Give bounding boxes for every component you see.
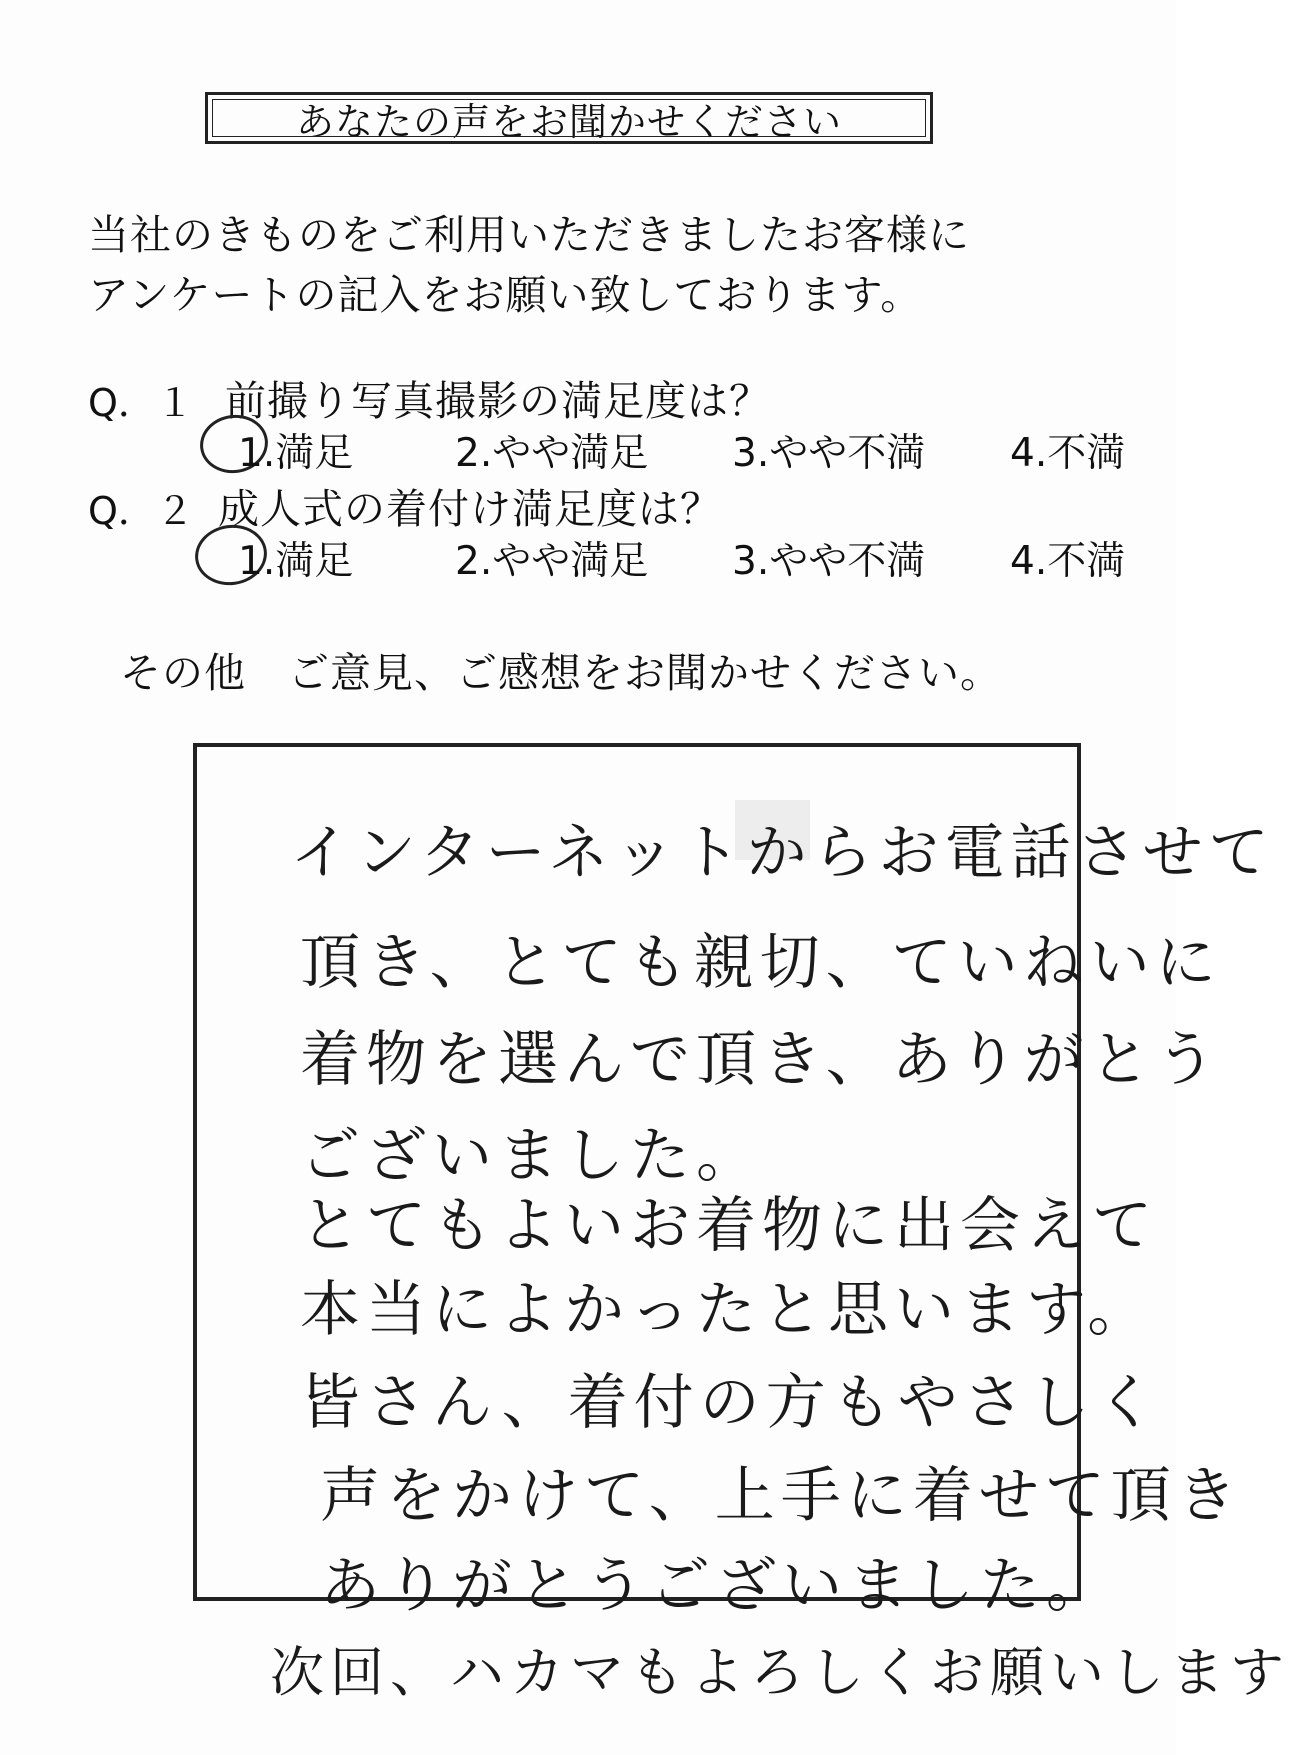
intro-text <box>88 205 970 325</box>
intro-line-1: 当社のきものをご利用いただきましたお客様に <box>88 211 970 259</box>
q2-option-3[interactable]: 3.やや不満 <box>732 539 926 584</box>
comment-line: 頂き、とても親切、ていねいに <box>300 928 1222 998</box>
comment-line: インターネットからお電話させて <box>290 818 1275 888</box>
comment-line: とてもよいお着物に出会えて <box>300 1191 1158 1261</box>
other-comments-prompt: その他 ご意見、ご感想をお聞かせください。 <box>120 649 1002 697</box>
question-1-text: 前撮り写真撮影の満足度は？ <box>225 377 771 425</box>
comment-line: 本当によかったと思います。 <box>300 1275 1154 1345</box>
question-2-text: 成人式の着付け満足度は？ <box>218 485 722 533</box>
q1-option-3[interactable]: 3.やや不満 <box>732 431 926 476</box>
question-1-label: Q．１ <box>88 381 194 425</box>
question-2-label: Q．２ <box>88 489 194 533</box>
q1-option-2[interactable]: 2.やや満足 <box>455 431 649 476</box>
comment-line: ございました。 <box>300 1121 762 1191</box>
comment-line: 声をかけて、上手に着せて頂き <box>320 1461 1243 1531</box>
q2-option-4[interactable]: 4.不満 <box>1010 539 1126 584</box>
intro-line-2: アンケートの記入をお願い致しております。 <box>88 271 923 319</box>
page-title-text: あなたの声をお聞かせください <box>295 99 842 144</box>
comment-line: 皆さん、着付の方もやさしく <box>300 1368 1162 1438</box>
page-title <box>205 92 933 144</box>
q2-option-2[interactable]: 2.やや満足 <box>455 539 649 584</box>
q1-option-4[interactable]: 4.不満 <box>1010 431 1126 476</box>
comment-line: ありがとうございました。 <box>320 1551 1112 1621</box>
comment-after-box: 次回、ハカマもよろしくお願いします <box>270 1641 1290 1704</box>
comment-line: 着物を選んで頂き、ありがとう <box>300 1025 1222 1095</box>
q2-option-1[interactable]: 1.満足 <box>238 539 354 584</box>
q1-option-1[interactable]: 1.満足 <box>238 431 354 476</box>
